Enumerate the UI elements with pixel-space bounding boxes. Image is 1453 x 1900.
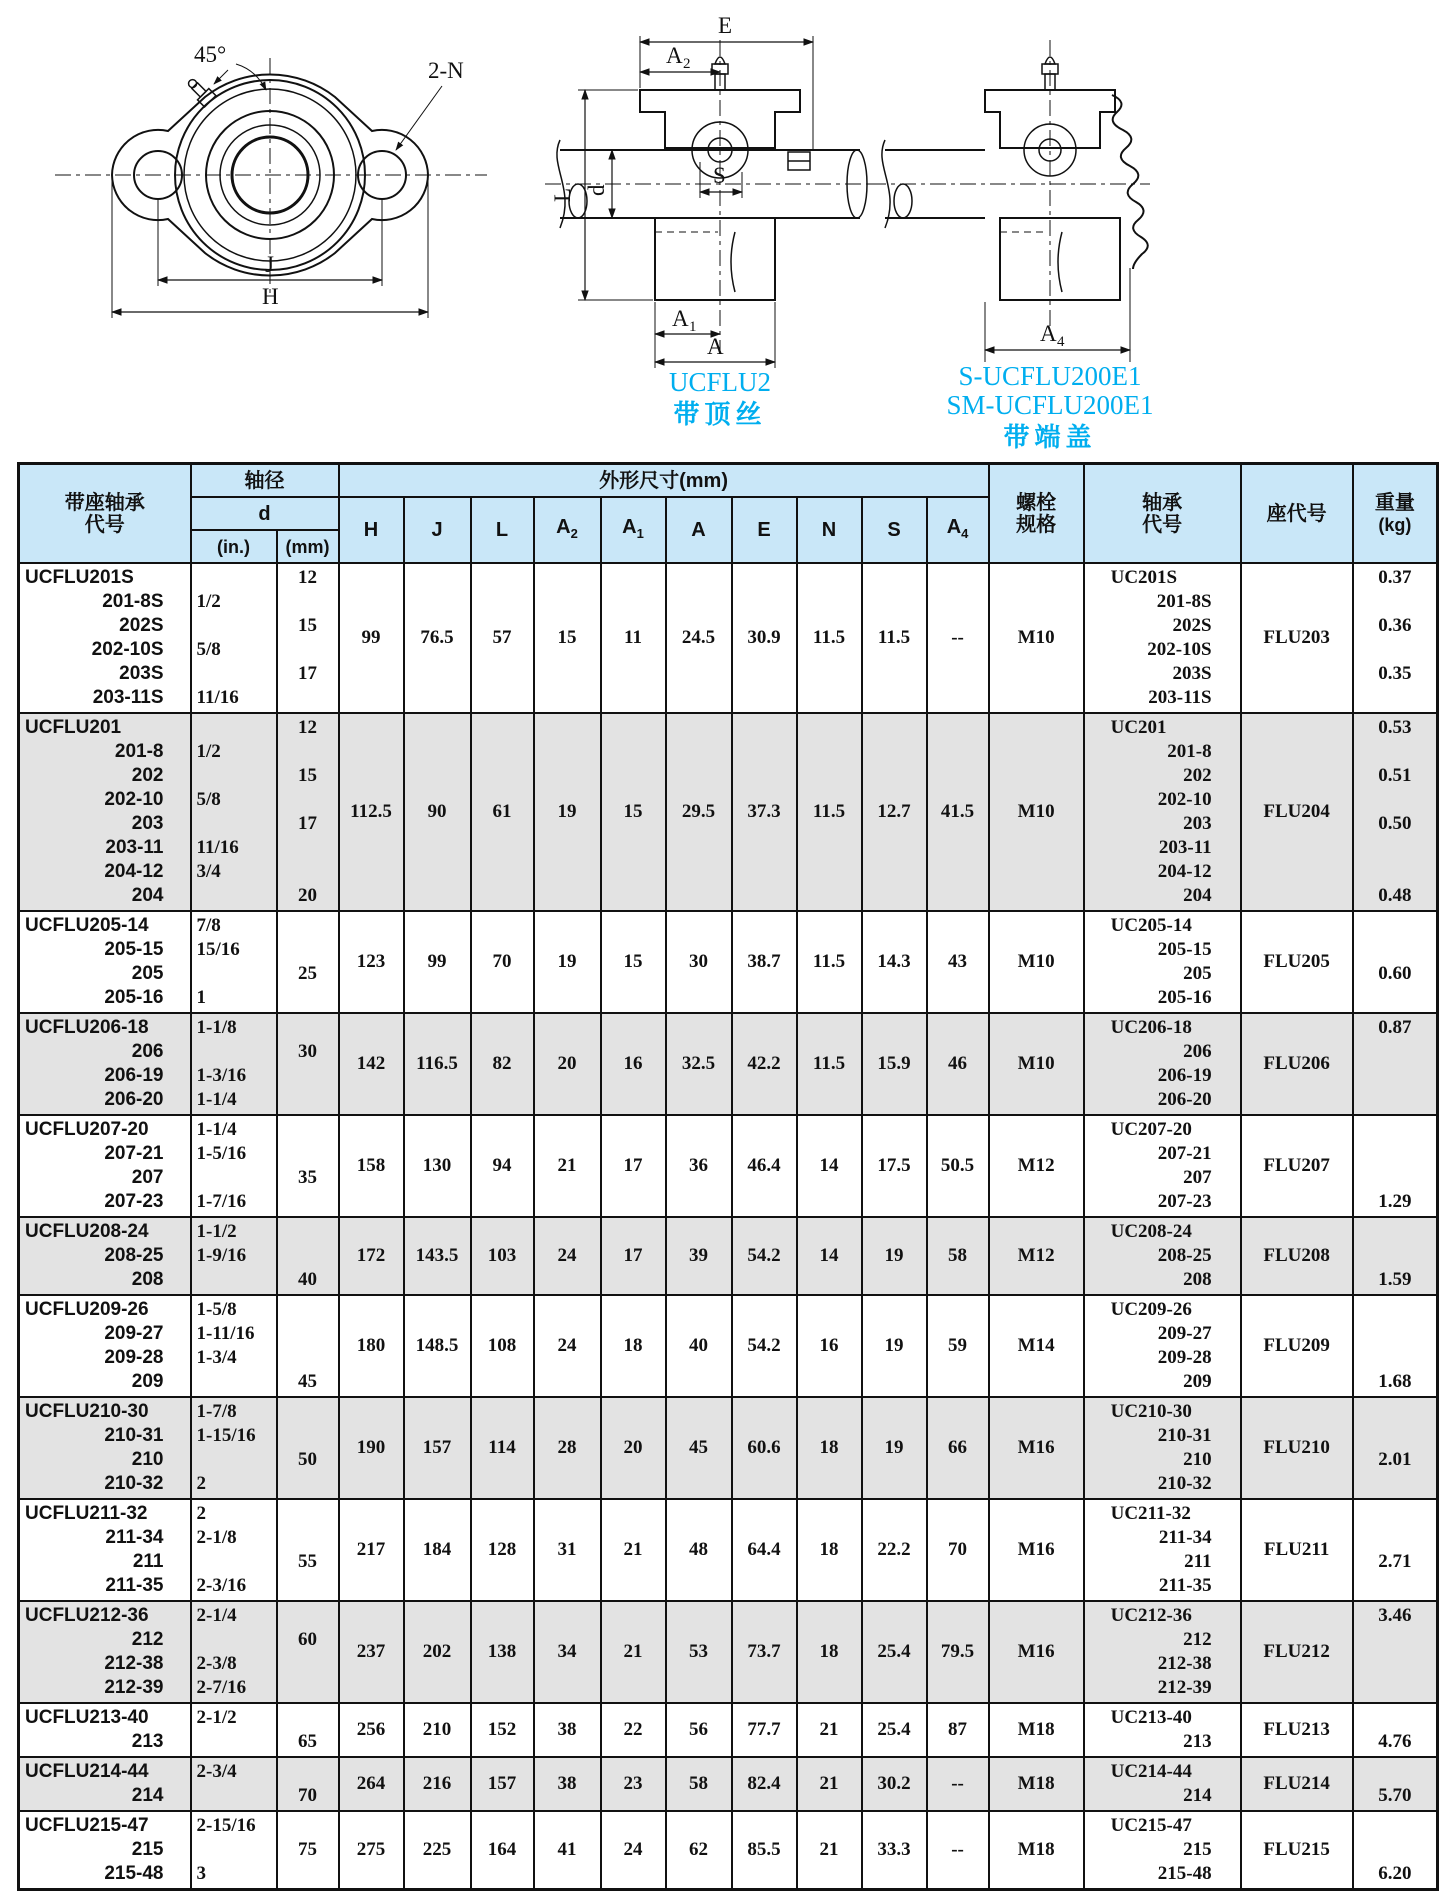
cell-dim-S: 12.7 xyxy=(862,713,927,911)
spec-table-header xyxy=(19,464,1438,564)
cell-bolt-spec: M12 xyxy=(989,1115,1084,1217)
cell-dim-A: 36 xyxy=(666,1115,732,1217)
dim-label-a4-sub: 4 xyxy=(1057,334,1065,350)
cell-dim-A: 48 xyxy=(666,1499,732,1601)
cell-dim-E: 42.2 xyxy=(732,1013,797,1115)
cell-dim-A4: 58 xyxy=(927,1217,989,1295)
cell-dim-N: 21 xyxy=(797,1703,862,1757)
cell-dim-H: 172 xyxy=(339,1217,404,1295)
cell-weight: 2.71 xyxy=(1353,1499,1438,1601)
cell-bearing-code: UC215-47 215 215-48 xyxy=(1084,1811,1241,1890)
header-dim-N: N xyxy=(797,497,862,563)
cell-bearing-code: UC212-36 212 212-38 212-39 xyxy=(1084,1601,1241,1703)
cell-bolt-spec: M18 xyxy=(989,1757,1084,1811)
cell-dim-E: 54.2 xyxy=(732,1295,797,1397)
cell-dim-H: 123 xyxy=(339,911,404,1013)
cell-shaft-mm: 50 xyxy=(277,1397,339,1499)
cell-housing-code: FLU212 xyxy=(1241,1601,1353,1703)
header-housing-code: 座代号 xyxy=(1241,464,1353,564)
table-row xyxy=(19,1703,1438,1757)
cell-dim-L: 94 xyxy=(471,1115,534,1217)
cell-dim-J: 143.5 xyxy=(404,1217,471,1295)
cell-dim-A1: 24 xyxy=(601,1811,666,1890)
dim-label-l: L xyxy=(550,187,575,202)
cell-shaft-mm: 65 xyxy=(277,1703,339,1757)
header-d: d xyxy=(191,497,339,530)
cell-housing-code: FLU214 xyxy=(1241,1757,1353,1811)
cell-dim-S: 17.5 xyxy=(862,1115,927,1217)
cell-bearing-code: UC207-20 207-21 207 207-23 xyxy=(1084,1115,1241,1217)
cell-dim-J: 210 xyxy=(404,1703,471,1757)
cell-dim-S: 19 xyxy=(862,1217,927,1295)
cell-dim-L: 152 xyxy=(471,1703,534,1757)
cell-bolt-spec: M12 xyxy=(989,1217,1084,1295)
dim-label-a2: A xyxy=(666,43,683,68)
front-view-drawing xyxy=(55,42,487,318)
cell-dim-L: 70 xyxy=(471,911,534,1013)
cell-dim-N: 16 xyxy=(797,1295,862,1397)
cell-dim-A2: 38 xyxy=(534,1703,601,1757)
cell-bolt-spec: M14 xyxy=(989,1295,1084,1397)
cell-shaft-in: 1-1/2 1-9/16 xyxy=(191,1217,277,1295)
table-row xyxy=(19,1601,1438,1703)
table-row xyxy=(19,911,1438,1013)
cell-shaft-mm: 45 xyxy=(277,1295,339,1397)
header-mm-unit: (mm) xyxy=(277,530,339,563)
cell-housing-code: FLU210 xyxy=(1241,1397,1353,1499)
cell-dim-E: 64.4 xyxy=(732,1499,797,1601)
cell-dim-A: 29.5 xyxy=(666,713,732,911)
cell-shaft-mm: 12 15 17 20 xyxy=(277,713,339,911)
cell-weight: 6.20 xyxy=(1353,1811,1438,1890)
cell-dim-J: 130 xyxy=(404,1115,471,1217)
cell-dim-H: 217 xyxy=(339,1499,404,1601)
cell-housing-code: FLU204 xyxy=(1241,713,1353,911)
caption-s-ucflu200e1 xyxy=(925,362,1175,452)
dim-label-d: d xyxy=(584,184,609,196)
cell-shaft-in: 2-1/2 xyxy=(191,1703,277,1757)
caption-desc: 带端盖 xyxy=(1003,422,1097,452)
cell-unit-code: UCFLU206-18 206 206-19 206-20 xyxy=(19,1013,191,1115)
cell-dim-J: 157 xyxy=(404,1397,471,1499)
cell-dim-A4: -- xyxy=(927,563,989,713)
cell-dim-S: 14.3 xyxy=(862,911,927,1013)
cell-shaft-in: 1-1/8 1-3/16 1-1/4 xyxy=(191,1013,277,1115)
cell-dim-E: 46.4 xyxy=(732,1115,797,1217)
table-row xyxy=(19,1397,1438,1499)
cell-dim-S: 25.4 xyxy=(862,1703,927,1757)
cell-dim-A1: 15 xyxy=(601,911,666,1013)
cell-shaft-in: 2-15/16 3 xyxy=(191,1811,277,1890)
cell-bolt-spec: M18 xyxy=(989,1703,1084,1757)
cell-unit-code: UCFLU201S 201-8S 202S 202-10S 203S 203-11S xyxy=(19,563,191,713)
cell-dim-J: 225 xyxy=(404,1811,471,1890)
cell-dim-A1: 11 xyxy=(601,563,666,713)
cell-dim-A2: 15 xyxy=(534,563,601,713)
header-dim-A1: $A_1$ xyxy=(601,497,666,563)
header-dim-J: J xyxy=(404,497,471,563)
cell-dim-A4: 66 xyxy=(927,1397,989,1499)
cell-dim-A2: 24 xyxy=(534,1217,601,1295)
table-row xyxy=(19,1115,1438,1217)
table-row xyxy=(19,1295,1438,1397)
cell-shaft-mm: 70 xyxy=(277,1757,339,1811)
cell-dim-L: 164 xyxy=(471,1811,534,1890)
cell-dim-H: 158 xyxy=(339,1115,404,1217)
header-dims-title: 外形尺寸(mm) xyxy=(339,464,989,498)
dim-label-e: E xyxy=(718,13,733,38)
cell-shaft-in: 2 2-1/8 2-3/16 xyxy=(191,1499,277,1601)
cell-dim-A4: -- xyxy=(927,1811,989,1890)
cell-dim-N: 18 xyxy=(797,1499,862,1601)
cell-dim-A: 58 xyxy=(666,1757,732,1811)
cell-bolt-spec: M10 xyxy=(989,563,1084,713)
cell-shaft-mm: 30 xyxy=(277,1013,339,1115)
cell-bolt-spec: M16 xyxy=(989,1499,1084,1601)
caption-ucflu2 xyxy=(608,368,832,429)
cell-dim-J: 216 xyxy=(404,1757,471,1811)
cell-dim-A1: 21 xyxy=(601,1601,666,1703)
end-cap-edge xyxy=(1112,95,1148,269)
cell-dim-S: 19 xyxy=(862,1295,927,1397)
cell-dim-N: 21 xyxy=(797,1757,862,1811)
cell-dim-A2: 34 xyxy=(534,1601,601,1703)
cell-shaft-mm: 25 xyxy=(277,911,339,1013)
cell-dim-A1: 18 xyxy=(601,1295,666,1397)
table-row xyxy=(19,563,1438,713)
cell-unit-code: UCFLU210-30 210-31 210 210-32 xyxy=(19,1397,191,1499)
header-dim-E: E xyxy=(732,497,797,563)
caption-model: SM-UCFLU200E1 xyxy=(946,390,1154,420)
cell-bearing-code: UC208-24 208-25 208 xyxy=(1084,1217,1241,1295)
header-dim-L: L xyxy=(471,497,534,563)
cell-bolt-spec: M18 xyxy=(989,1811,1084,1890)
cell-housing-code: FLU206 xyxy=(1241,1013,1353,1115)
dim-label-a1: A xyxy=(672,306,689,331)
header-bearing-code: 轴承 代号 xyxy=(1084,464,1241,564)
cell-housing-code: FLU215 xyxy=(1241,1811,1353,1890)
cell-bolt-spec: M16 xyxy=(989,1601,1084,1703)
cell-unit-code: UCFLU211-32 211-34 211 211-35 xyxy=(19,1499,191,1601)
cell-dim-A2: 21 xyxy=(534,1115,601,1217)
cell-bearing-code: UC206-18 206 206-19 206-20 xyxy=(1084,1013,1241,1115)
cell-bolt-spec: M10 xyxy=(989,713,1084,911)
cell-dim-H: 237 xyxy=(339,1601,404,1703)
cell-dim-L: 103 xyxy=(471,1217,534,1295)
cell-dim-J: 184 xyxy=(404,1499,471,1601)
table-row xyxy=(19,1013,1438,1115)
cell-weight: 1.68 xyxy=(1353,1295,1438,1397)
cell-bearing-code: UC201 201-8 202 202-10 203 203-11 204-12 204 xyxy=(1084,713,1241,911)
cell-shaft-in: 1-1/4 1-5/16 1-7/16 xyxy=(191,1115,277,1217)
header-dim-A: A xyxy=(666,497,732,563)
cell-dim-S: 25.4 xyxy=(862,1601,927,1703)
cell-dim-H: 180 xyxy=(339,1295,404,1397)
caption-desc: 带顶丝 xyxy=(673,399,767,429)
cell-dim-A4: 46 xyxy=(927,1013,989,1115)
cell-dim-A: 24.5 xyxy=(666,563,732,713)
cell-dim-J: 90 xyxy=(404,713,471,911)
cell-bearing-code: UC201S 201-8S 202S 202-10S 203S 203-11S xyxy=(1084,563,1241,713)
cell-shaft-mm: 35 xyxy=(277,1115,339,1217)
grease-fitting-icon xyxy=(184,75,216,107)
cell-dim-S: 22.2 xyxy=(862,1499,927,1601)
cell-shaft-in: 1-7/8 1-15/16 2 xyxy=(191,1397,277,1499)
header-in-unit: (in.) xyxy=(191,530,277,563)
cell-dim-S: 15.9 xyxy=(862,1013,927,1115)
cell-weight: 5.70 xyxy=(1353,1757,1438,1811)
cell-dim-N: 11.5 xyxy=(797,1013,862,1115)
cell-dim-H: 99 xyxy=(339,563,404,713)
cell-dim-H: 275 xyxy=(339,1811,404,1890)
table-row xyxy=(19,1217,1438,1295)
cell-dim-H: 256 xyxy=(339,1703,404,1757)
cell-dim-L: 108 xyxy=(471,1295,534,1397)
cell-dim-A2: 24 xyxy=(534,1295,601,1397)
cell-dim-A4: 79.5 xyxy=(927,1601,989,1703)
cell-dim-H: 112.5 xyxy=(339,713,404,911)
cell-dim-E: 30.9 xyxy=(732,563,797,713)
header-dim-S: S xyxy=(862,497,927,563)
table-row xyxy=(19,713,1438,911)
cell-dim-A: 30 xyxy=(666,911,732,1013)
cell-dim-A4: 87 xyxy=(927,1703,989,1757)
cell-dim-N: 14 xyxy=(797,1217,862,1295)
cell-dim-A4: 70 xyxy=(927,1499,989,1601)
cell-weight: 3.46 xyxy=(1353,1601,1438,1703)
cell-dim-L: 138 xyxy=(471,1601,534,1703)
cell-bolt-spec: M16 xyxy=(989,1397,1084,1499)
cell-dim-A: 62 xyxy=(666,1811,732,1890)
cell-dim-A4: 50.5 xyxy=(927,1115,989,1217)
cell-shaft-mm: 12 15 17 xyxy=(277,563,339,713)
cell-dim-A2: 41 xyxy=(534,1811,601,1890)
cell-dim-J: 99 xyxy=(404,911,471,1013)
cell-dim-A1: 17 xyxy=(601,1217,666,1295)
dim-label-j: J xyxy=(265,252,274,277)
angle-45-label: 45° xyxy=(194,42,227,67)
cell-unit-code: UCFLU213-40 213 xyxy=(19,1703,191,1757)
cell-dim-A1: 21 xyxy=(601,1499,666,1601)
cell-weight: 0.37 0.36 0.35 xyxy=(1353,563,1438,713)
cell-dim-A4: -- xyxy=(927,1757,989,1811)
cell-housing-code: FLU211 xyxy=(1241,1499,1353,1601)
header-dim-A4: $A_4$ xyxy=(927,497,989,563)
header-shaft-dia: 轴径 xyxy=(191,464,339,498)
cell-weight: 4.76 xyxy=(1353,1703,1438,1757)
cell-dim-A1: 17 xyxy=(601,1115,666,1217)
cell-dim-E: 38.7 xyxy=(732,911,797,1013)
cell-dim-N: 21 xyxy=(797,1811,862,1890)
cell-dim-A4: 41.5 xyxy=(927,713,989,911)
table-row xyxy=(19,1757,1438,1811)
cell-dim-A1: 23 xyxy=(601,1757,666,1811)
cell-weight: 0.53 0.51 0.50 0.48 xyxy=(1353,713,1438,911)
cell-dim-A2: 31 xyxy=(534,1499,601,1601)
cell-shaft-in: 1-5/8 1-11/16 1-3/4 xyxy=(191,1295,277,1397)
cell-dim-A2: 38 xyxy=(534,1757,601,1811)
cell-shaft-mm: 40 xyxy=(277,1217,339,1295)
caption-model: UCFLU2 xyxy=(668,367,771,397)
cell-shaft-mm: 60 xyxy=(277,1601,339,1703)
cell-shaft-mm: 55 xyxy=(277,1499,339,1601)
cell-dim-A: 40 xyxy=(666,1295,732,1397)
cell-dim-E: 73.7 xyxy=(732,1601,797,1703)
cell-dim-E: 37.3 xyxy=(732,713,797,911)
cell-bearing-code: UC205-14 205-15 205 205-16 xyxy=(1084,911,1241,1013)
cell-dim-E: 60.6 xyxy=(732,1397,797,1499)
cell-dim-A: 53 xyxy=(666,1601,732,1703)
cell-dim-N: 18 xyxy=(797,1397,862,1499)
header-weight: 重量 (kg) xyxy=(1353,464,1438,564)
cell-dim-A1: 22 xyxy=(601,1703,666,1757)
dim-label-a2-sub: 2 xyxy=(683,56,691,72)
cell-housing-code: FLU209 xyxy=(1241,1295,1353,1397)
table-row xyxy=(19,1811,1438,1890)
cell-weight: 2.01 xyxy=(1353,1397,1438,1499)
cell-weight: 0.87 xyxy=(1353,1013,1438,1115)
cell-dim-L: 61 xyxy=(471,713,534,911)
cell-dim-A1: 16 xyxy=(601,1013,666,1115)
cell-dim-S: 19 xyxy=(862,1397,927,1499)
header-dim-A2: $A_2$ xyxy=(534,497,601,563)
cell-dim-N: 11.5 xyxy=(797,713,862,911)
cell-dim-S: 33.3 xyxy=(862,1811,927,1890)
cell-housing-code: FLU207 xyxy=(1241,1115,1353,1217)
cell-bearing-code: UC214-44 214 xyxy=(1084,1757,1241,1811)
cell-dim-L: 157 xyxy=(471,1757,534,1811)
technical-drawings xyxy=(0,0,1453,462)
cell-dim-H: 190 xyxy=(339,1397,404,1499)
cell-shaft-in: 2-3/4 xyxy=(191,1757,277,1811)
cell-dim-H: 142 xyxy=(339,1013,404,1115)
cell-dim-A: 56 xyxy=(666,1703,732,1757)
cell-dim-J: 76.5 xyxy=(404,563,471,713)
end-cap-view-drawing xyxy=(870,40,1150,362)
cell-bolt-spec: M10 xyxy=(989,911,1084,1013)
section-view-drawing xyxy=(545,13,875,368)
cell-dim-A2: 19 xyxy=(534,911,601,1013)
cell-dim-A2: 28 xyxy=(534,1397,601,1499)
caption-model: S-UCFLU200E1 xyxy=(958,361,1142,391)
cell-dim-N: 11.5 xyxy=(797,563,862,713)
cell-dim-A: 45 xyxy=(666,1397,732,1499)
header-bolt-spec: 螺栓 规格 xyxy=(989,464,1084,564)
cell-dim-E: 85.5 xyxy=(732,1811,797,1890)
cell-weight: 1.59 xyxy=(1353,1217,1438,1295)
cell-dim-E: 82.4 xyxy=(732,1757,797,1811)
cell-dim-H: 264 xyxy=(339,1757,404,1811)
cell-dim-E: 77.7 xyxy=(732,1703,797,1757)
cell-dim-J: 202 xyxy=(404,1601,471,1703)
dim-label-h: H xyxy=(262,284,279,309)
cell-dim-L: 82 xyxy=(471,1013,534,1115)
cell-dim-A4: 43 xyxy=(927,911,989,1013)
cell-dim-E: 54.2 xyxy=(732,1217,797,1295)
cell-bearing-code: UC210-30 210-31 210 210-32 xyxy=(1084,1397,1241,1499)
cell-dim-A2: 19 xyxy=(534,713,601,911)
cell-bearing-code: UC211-32 211-34 211 211-35 xyxy=(1084,1499,1241,1601)
cell-shaft-in: 1/2 5/8 11/16 xyxy=(191,563,277,713)
dim-label-s: S xyxy=(713,163,726,188)
cell-housing-code: FLU205 xyxy=(1241,911,1353,1013)
cell-shaft-in: 7/8 15/16 1 xyxy=(191,911,277,1013)
dim-label-a4: A xyxy=(1040,321,1057,346)
header-dim-H: H xyxy=(339,497,404,563)
cell-housing-code: FLU203 xyxy=(1241,563,1353,713)
cell-dim-A2: 20 xyxy=(534,1013,601,1115)
cell-weight: 0.60 xyxy=(1353,911,1438,1013)
cell-dim-N: 11.5 xyxy=(797,911,862,1013)
cell-dim-J: 116.5 xyxy=(404,1013,471,1115)
cell-unit-code: UCFLU214-44 214 xyxy=(19,1757,191,1811)
holes-2n-label: 2-N xyxy=(428,58,464,83)
cell-unit-code: UCFLU215-47 215 215-48 xyxy=(19,1811,191,1890)
cell-bearing-code: UC209-26 209-27 209-28 209 xyxy=(1084,1295,1241,1397)
cell-unit-code: UCFLU201 201-8 202 202-10 203 203-11 204-12 204 xyxy=(19,713,191,911)
cell-dim-N: 14 xyxy=(797,1115,862,1217)
cell-dim-A1: 15 xyxy=(601,713,666,911)
header-unit-code: 带座轴承 代号 xyxy=(19,464,191,564)
cell-dim-L: 57 xyxy=(471,563,534,713)
cell-unit-code: UCFLU205-14 205-15 205 205-16 xyxy=(19,911,191,1013)
cell-dim-A1: 20 xyxy=(601,1397,666,1499)
cell-housing-code: FLU208 xyxy=(1241,1217,1353,1295)
cell-dim-A: 32.5 xyxy=(666,1013,732,1115)
spec-table xyxy=(17,462,1439,1891)
cell-bolt-spec: M10 xyxy=(989,1013,1084,1115)
cell-shaft-in: 1/2 5/8 11/16 3/4 xyxy=(191,713,277,911)
cell-dim-N: 18 xyxy=(797,1601,862,1703)
spec-table-container xyxy=(17,462,1439,1891)
cell-shaft-in: 2-1/4 2-3/8 2-7/16 xyxy=(191,1601,277,1703)
cell-dim-S: 30.2 xyxy=(862,1757,927,1811)
cell-dim-L: 128 xyxy=(471,1499,534,1601)
cell-housing-code: FLU213 xyxy=(1241,1703,1353,1757)
cell-dim-A: 39 xyxy=(666,1217,732,1295)
spec-table-body xyxy=(19,563,1438,1890)
table-row xyxy=(19,1499,1438,1601)
cell-dim-J: 148.5 xyxy=(404,1295,471,1397)
cell-unit-code: UCFLU209-26 209-27 209-28 209 xyxy=(19,1295,191,1397)
cell-unit-code: UCFLU208-24 208-25 208 xyxy=(19,1217,191,1295)
cell-dim-A4: 59 xyxy=(927,1295,989,1397)
cell-bearing-code: UC213-40 213 xyxy=(1084,1703,1241,1757)
cell-unit-code: UCFLU212-36 212 212-38 212-39 xyxy=(19,1601,191,1703)
cell-unit-code: UCFLU207-20 207-21 207 207-23 xyxy=(19,1115,191,1217)
cell-weight: 1.29 xyxy=(1353,1115,1438,1217)
dim-label-a1-sub: 1 xyxy=(689,319,697,335)
dim-label-a: A xyxy=(707,334,724,359)
cell-dim-S: 11.5 xyxy=(862,563,927,713)
cell-shaft-mm: 75 xyxy=(277,1811,339,1890)
cell-dim-L: 114 xyxy=(471,1397,534,1499)
